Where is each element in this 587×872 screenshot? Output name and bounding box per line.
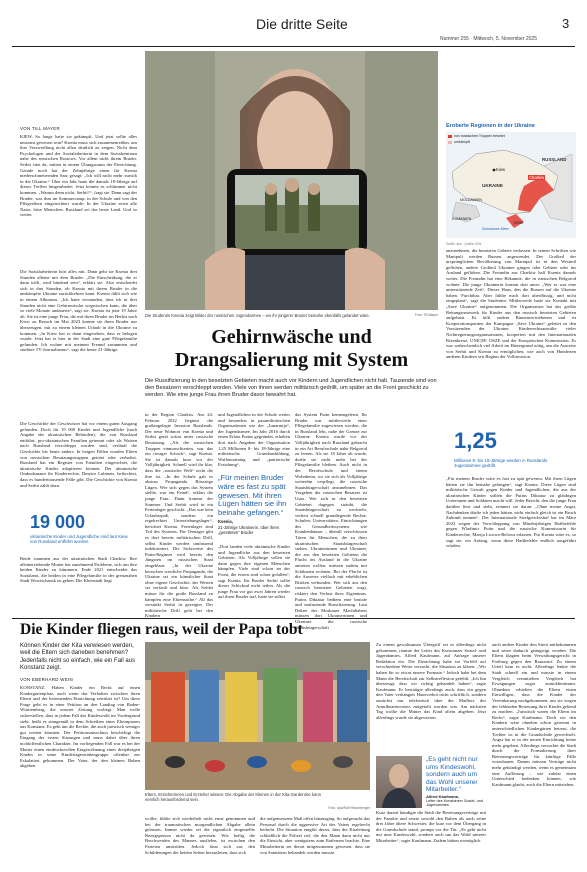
second-col4-a: Zu einem gewaltsamen Übergriff sei es allerdings nicht gekommen, räumte der Leiter des Konstanzer Sozial- und Jugendamtes, Alfred Kaufmann, auf Anfrage unserer Redaktion ein. Die Einrichtung habe im Vorfeld auf verschiedene Weise versucht, die Situation zu klären. „Wir haben für so etwas unsere Formate.“ Jedoch habe bei dem Mann die Bereitschaft zur Selbstreflexion gefehlt. „Ich bin überzeugt, dass wir richtig gehandelt haben“, sagte Kaufmann. Er bestätigte allerdings auch, dass ein gegen den Vater verhängtes Hausverbot nicht schriftlich, sondern zunächst nur telefonisch über die Mailbox des Anrufbeantworters mitgeteilt worden war. Am nächsten Tag wollte die Mutter das Kind allein abgeben. Jetzt allerdings wurde sie abgewiesen.	[376, 642, 486, 720]
pullquote-desc: 21-Jährige Ukrainerin, über ihren „geretteten“ Bruder	[218, 525, 280, 535]
section-title: Die dritte Seite	[256, 16, 348, 32]
photo-illustration	[145, 51, 438, 310]
stat-19000-value: 19 000	[30, 512, 86, 532]
stat-19000-label: ukrainische Kinder und Jugendliche sind laut Kiew von Russland entführt worden.	[30, 534, 128, 545]
masthead-rule	[12, 46, 575, 47]
map-title: Eroberte Regionen in der Ukraine	[446, 123, 535, 129]
main-pullquote	[218, 474, 290, 542]
map-credit: Grafik: dpa · Quelle: ISW	[446, 242, 482, 246]
map-label-ukraine: UKRAINE	[482, 183, 503, 188]
main-photo-caption: Die Studentin Ksenia zeigt Bilder der russischen Jugendarmee – wo ihr jüngerer Bruder beinahe ebenfalls gelandet wäre.	[145, 313, 370, 318]
second-author: VON EBERHARD WEIN	[20, 677, 73, 682]
main-col1-end: Beide stammen aus der ukrainischen Stadt Charkiw. Ihre alleinerziehende Mutter hat zunehmend Probleme, sich um ihre beiden Kinder zu kümmern. Ende 2021 entscheidet das Sozialamt, die beiden in eine Pflegefamilie in der grenznahen Stadt Wowtschansk zu geben. Die Kleinstadt liegt	[20, 556, 137, 584]
second-pullquote-text: „Es geht nicht nur ums Kindeswohl, sondern auch um das Wohl unserer Mitarbeiter.“	[426, 756, 478, 794]
legend-occupied-swatch	[448, 135, 452, 138]
story-divider	[12, 618, 575, 619]
map-label-russland: RUSSLAND	[542, 157, 567, 162]
map-label-rumaenien: RUMÄNIEN	[452, 217, 472, 221]
map-label-charkiw: Charkiw	[529, 175, 545, 180]
kita-photo-illustration	[145, 642, 370, 790]
main-photo	[145, 51, 438, 310]
main-col1-bottom: Die Geschichte der Geschwister hat vor einem guten Ausgang gefunden. Doch für 19 000 Kinder und Jugendliche (nach Angabe der ukrainischen Behörden), die von Russland entführt, pro-ukrainischen Familien getrennt oder als Waisen nach Russland verschleppt worden sind, verläuft die Geschichte bis heute anders. In beigen Fällen wurden Eltern von russischen Besatzungstruppen getötet oder verhaftet. Russland hat ein Register von Familien eingerichtet, die ukrainische Kinder adoptieren können. Der ukrainische Ombudsmann für Kinderrechte, Dmytro Lubinets, befürchtet, dass es hunderttausende Fälle gibt. Die Geschichte von Ksenia und Serhii zählt dazu.	[20, 421, 137, 488]
stat-box-125	[446, 428, 576, 472]
main-headline: Gehirnwäsche und Drangsalierung mit System	[174, 326, 409, 371]
second-col2: wollte, fühlte sich wiederholt nicht ernst genommen und bei der traumatischen morgendlichen Abgabe allein gelassen. Immer wieder sei die eigentlich eingestellte Bezugsperson nicht da gewesen. Wie heftig die Beschwerden des Mannes ausfielen, ist zwischen den Parteien umstritten. Jedoch lässt sich aus den Schilderungen der beiden Seiten herauslesen, dass sich	[145, 816, 255, 855]
masthead	[12, 14, 575, 44]
stat-125-label: Millionen 8- bis 18-Jährige werden in Russlands Jugendarmee gedrillt.	[454, 458, 548, 469]
map-label-krim: KRIM	[514, 221, 523, 225]
main-col5: anzunehmen, die besetzten Gebiete verlassen. In seinen Schriften wie Manipuli werden Russen angewendet. Der Großteil der ursprünglichen Bevölkerung von Mariupol ist in den Westteil geflohen, andere Großteil Ukrainer gingen oder Gebiete oder ins Ausland geflohen. Die Freundin aus Charkiw half Ksenia damals weiter. Die Freundin hat eine Bekannte, die in russischen Belgorod wohnte. Die junge Ukrainerin kommt dort unter. „Wer es war eine unterstützende Zeit“, Dieser Haus, den die Russen auf die Ukraine haben. Furchtbar. Aber fühlte mich dort uberflüssig, und nicht eingeplant“, sagt die Studentin. Mittlerweile hatte sie Kontakt mit „Save Ukraine“ aufgenommen. Die Organisation hat das größte Rettungsnetzwerk für Kinder aus den russisch besetzten Gebieten aufgebaut. Es hilft zudem Binnenvertriebenen und ist Kooperationspartner der Kampagne „Save Ukraine“ geleitet zu den Vorsitzenden der Ukraine, Kinderrechtsanwälte vieler Nichtregierungsorganisationen, kooperiert mit den Internationalen Rotenkreuz, UNICEF, OSZE und der Europäischen Kommission. Es war wahrscheinlich viel Arbeit im Hintergrund nötig, um die Ausreise von Serhii und Ksenia zu ermöglichen, wie auch von Hunderten anderen Kindern seit Beginn der Vollinvasion.	[446, 248, 576, 360]
second-pullquote-name: Alfred Kaufmann,	[426, 794, 460, 799]
second-headline: Die Kinder fliegen raus, weil der Papa tobt	[20, 621, 303, 638]
main-col3-b: „Dort landen viele ukrainische Kinder und Jugendliche aus den besetzten Gebieten. Als Volljährige sollen sie dann gegen ihre eigenen Menschen kämpfen. Viele sind schon an der Front, die ersten sind schon gefallen“, sagt Ksenia. Ihr Bruder Serhii sollte dieses Schicksal nicht teilen. Als die junge Frau vor gut zwei Jahren wieder auf ihren Bruder traf, hatte sie selbst	[218, 544, 290, 600]
kita-photo-caption: Eltern, Erzieherinnen und Erzieher wissen: Die Abgabe der Kleinen in der Kita-Garderobe kann nervlich herausfordernd sein.	[145, 792, 321, 802]
map-label-schwarzes-meer: Schwarzes Meer	[482, 227, 509, 231]
main-col5-b: „Für meinen Bruder wäre es fast zu spät gewesen. Mit ihren Lügen hätten sie ihn beinahe gefangen“, sagt Ksenia. Diese Lügen sind militärische Gewalt gegen Kinder und Jugendlichen, die aus der ukrainischen Kinder sollten die Putins Diktatur zu gläubigen Untertanen und Soldaten macht will. Jeder Bericht, den die junge Frau darüber liest und sieht, erinnert sie daran: „Ohne meine Angst, Nachdenken dürfte ich jeden hätten, nicht einfach gleich ist ein Bruch Zukunft nennen“. Der Internationale Strafgerichtshof hat im März 2023 wegen der Verschleppung von Minderjährigen Haftbefehle gegen Wladimir Putin und die russische Kommissarin für Kinderrechte, Marija Lwowa-Belowa erlassen. Für Ksenia wäre es, so sagt sie, ein Anfang, wenn diese Haftbefehle endlich ausgeführt würden.	[446, 476, 576, 549]
main-col1-mid: Die Sozialarbeiterin hört alles mit. Dann geht sie Ksenia drei Stunden alleine mit dem Bruder. „Die Entscheidung, die er dann trifft, wird bindend sein“, erklärt sie. Also entscheidet sich in drei Stunden, ob Ksenia mit ihrem Bruder in die umkämpfte Ukraine zurückkehren kann. Ksenia fühlt sich wie in einem Albtraum. „Ich hatte verstanden, dass ich in drei Stunden nicht eine Gehirnwäsche wegwischen kann, die über so viele Monate andauerte“, sagt sie. Ksenia ist jetzt 19 Jahre alt. Sie ist eine junge Frau, die mit ihren Bruder im Herbst nach Kiew zu Besuch im Mai 2023 konnte sie ihren Bruder nur überzeugen, mit zu einem kleinen Urlaub in die Ukraine zu kommen. „In Kiew hat er dann eingesehen, dass er belogen wurde. Jetzt hat er hier in der Stadt eine gute Pflegefamilie gefunden. Ich wohne mit meinem Freund zusammen und studiere TV-Journalismus“, sagt die heute 21-Jährige.	[20, 269, 137, 353]
main-dek: Die Russifizierung in den besetzten Gebieten macht auch vor Kindern und Jugendlichen nicht halt. Tausende sind von den Besatzern verschleppt worden. Viele von ihnen werden militärisch gedrillt, um später an die Front geschickt zu werden. Wie eine junge Frau ihren Bruder davor bewahrt hat.	[145, 378, 437, 398]
stat-125-value: 1,25	[454, 428, 497, 453]
kaufmann-portrait	[376, 756, 422, 808]
main-col3: und Jugendlichen in der Schule weiter und besonders in paramilitärischen Organisationen wie der „Junarmija“, der Jugendarmee. Im Jahr 2016 durch einen Erlass Putins gegründet, erhalten dort nach Angaben der Organisation 1,25 Millionen 8- bis 18-Jährige eine militärische Grundausbildung, Waffentraining und „patriotische Erziehung“.	[218, 412, 290, 468]
main-author: VON TILL MAYER	[20, 126, 60, 131]
map-label-kiew: Kiew	[496, 167, 506, 172]
map-legend-sub: umkämpft	[454, 140, 470, 144]
second-dek: Können Kinder der Kita verwiesen werden, weil die Eltern sich daneben benehmen? Jedenfalls nicht so einfach, wie ein Fall aus Konstanz zeigt.	[20, 643, 136, 672]
issue-info: Nummer 255 · Mittwoch, 5. November 2025	[440, 36, 537, 42]
legend-contested-swatch	[448, 141, 452, 144]
second-pullquote	[376, 756, 486, 808]
second-col5: auch andere Kinder den Streit mitbekommen und seien dadurch geängstigt worden. Die Eltern klagten beim Verwaltungsgericht in Freiburg gegen den Rauswurf. Zu einem Urteil kam es nicht. Allerdings lenkte die Stadt schnell ein und musste in einem Vergleich vermittelten Vergleich hat Erwägungen sogar zurückbestimmt. Ohnedem erhielten die Eltern einen Einwilligen, dass die Kinder der Vereinbarung nachgekommen, um sie wegen der fehlenden Betreuung ihrer Kinder geltend zu machen. „Juristisch waren die Eltern im Recht“, sagte Kaufmann. Doch vor den Kindern wäre ohnehin schon getrennt in unterschiedlichen Kindergärten betreut, die Tochter ist in die Grundschule gewechselt. Angst hat er in der neuen Einrichtung keine mehr gegeben. Allerdings versuchte die Stadt durch die Formulierung ihrer Betreuungsverträge für künftige Fälle vorzubauen. Damm müssen Verträge nicht mehr gekündigt werden, wenn es gemeinsam eine Auflösung – wie zuletzt einen Unterschied bedenken können, wie Kaufmann glaubt, auch die Eltern mitziehen.	[492, 642, 576, 787]
kita-photo	[145, 642, 370, 790]
main-photo-credit: Foto: Till Mayer	[414, 313, 438, 317]
second-col1: KONSTANZ. Haben Kinder ein Recht auf einen Kindergartenplatz, auch wenn das Verhalten zwischen ihren Eltern und der betreuenden Einrichtung zerrüttet ist? Um diese Frage geht es in einer Petition an den Landtag von Baden-Württemberg, die unserer Zeitung vorliegt. Man wolle sicherstellen, dass in jedem Fall das Kindeswohl im Vordergrund steht, heißt es sinngemäß in dem Schreiben eines Elternpaares aus Konstanz. Es geht um die Rechte, die auch juristisch weniger gut weiten könnten. Der Petitionsausschuss beschäftigt die Eingang der ersten Sitzungen und muss dabei über ihren nichtöffentlichen Charakter. Im vorliegenden Fall war es bei der Mutter einen eindrucksvollen Eingewöhnung eines dreijährigen Kindes in seine Kindertagesstättengruppe offenbar zur Eskalation gekommen. Der Vater, der den kleinen Buben abgeben	[20, 685, 140, 769]
stat-box-19000	[20, 510, 137, 552]
page-number: 3	[562, 16, 570, 31]
second-pullquote-desc: Leiter des Konstanzer Sozial- und Jugendamtes	[426, 799, 483, 808]
main-col1-top: KIEW. So lange hatte sie gekämpft. Und jetzt sollte alles umsonst gewesen sein? Ksenia muss sich zusammenreißen, um ihre Verzweiflung nicht allzu deutlich zu zeigen. Nicht dem Psychologen und der Sozialarbeiterin in dem Sozialzentrum nahe des russischen Rostows. Vor allem nicht ihrem Bruder. Serhii sitzt da, mitten in einem Übungsraum der Einrichtung. Gerade noch hat der Zehnjährige einen für Ksenia niederschmetternden Satz gesagt: „Ich will nicht mehr zurück in die Ukraine.“ Über ein Jahr hatte die damals 18-Jährige auf dieses Treffen hingearbeitet. Jetzt könnte es schlimmer nicht kommen. „Warum denn nicht, Serhii?“, fragt sie. Dann sagt der Bruder, was ihm im Sommercamp, in der Schule und von den Pflegeeltern eingetrichtert wurde: In der Ukraine seien alle Nazis, böse Menschen. Russland sei das beste Land. Und so weiter.	[20, 134, 137, 218]
main-col2: in der Region Charkiw. Am 24. Februar 2022 beginnt die großangelegte Invasion Russlands. Der neue Wohnort von Ksenia und Serhii gerät sofort unter russische Besatzung. „Als die russischen Truppen einmarschierten, war das ein riesiger Schock“, sagt Ksenia. Sie ist damals kurz vor der Volljährigkeit. Schnell wird ihr klar, dass die „russische Welt“ nicht die ihre ist. „In der Schule gab es abstrus Propaganda. Bösartige Lügen. Wer sich gegen das System stellte, war ein Feind“, erklärt die junge Frau. Dann kommt der Sommer. Und Serhii wird in ein Ferienlager geschickt. „Das war kein Urlaubsspaß, sondern ein regelrechtes Umerziehungslager“, berichtet Ksenia. Ferienlager sind Teil des Systems. Für Teenager gibt es dort bereits militärischen Drill, selbst Kinder werden umfassend indoktriniert. Die Sichtweise des Putin-Regimes wird bereits den Jüngsten im russischen Staat eingeblaut: „In der Ukraine herrschen westliche Propaganda, die Ukraine sei ein künstlicher Staat ohne eigene Geschichte, der Westen sei verfault und böse. Als Soldat müsse für die große Russland zu kämpfen eine Ehrensache.“ All das verstärkt Serhii in gezeigter. Der militärische Drill geht bei den Kindern	[145, 412, 213, 619]
second-col4-b: Kurz darauf kündigte die Stadt die Betreuungsverträge mit der Familie und setzte sowohl den Buben als auch seine drei Jahre ältere Schwester, die kurz vor dem Übergang in die Grundschule stand, prompt vor die Tür. „Es geht nicht nur ums Kindeswohl, sondern auch um das Wohl unserer Mitarbeiter“, sagte Kaufmann. Zudem hätten womöglich	[376, 810, 486, 843]
map-legend: von russischen Truppen besetzt	[454, 134, 505, 138]
pullquote-name: Ksenia,	[218, 519, 233, 524]
portrait-illustration	[376, 756, 422, 808]
map-label-moldawien: MOLDAWIEN	[460, 198, 483, 202]
pullquote-text: „Für meinen Bruder wäre es fast zu spät gewesen. Mit ihren Lügen hätten sie ihn beinahe gefangen.“	[218, 473, 287, 518]
map-graphic	[446, 132, 576, 238]
second-col3: die aufgemessene Maß offen hinausging. So aufgesucht das Personal durch die aggressive Art des Vaters regelrecht bedroht. Die Situation entglitt derart, dass die Kitaleitung schließlich die Polizei rief, die den Mann dann nicht nur die Einsicht, aber wenigstens zum Entfernen brachte. Eine Mitarbeiterin sei derart mitgenommen gewesen, dass sie von Sanitätern behandelt werden musste.	[260, 816, 370, 855]
main-col4: das System Putin kennengelernt. Ihr Bruder war mittlerweile einer Pflegefamilie zugewiesen worden, die in Russland lebt, nahe der Grenze zur Ukraine. Ksenia wurde vor der Volljährigkeit nach Russland gebracht in ein Art Berufsschule nahe Belgorod zu lernen. Als sie 18 Jahre alt wurde, durfte sie nicht mehr bei der Pflegefamilie bleiben. Auch nicht in der Berufsschule und einem Wohnheim, wo sie sich als Volljährige weiterhin verpflegt, die russische Staatsbürgerschaft anzunehmen. Das Vorgehen der russischen Besatzer ist Usus. Wer sich in den besetzten Gebieten dagegen sträubt, die Staatsbürgerschaft zu wechseln, verliert schnell grundlegende Rechte. Schulen, Universitäten, Einrichtungen des Gesundheitssystems wie Krankenhäuser – überall verschlossen Türen für Menschen, die zu ihrer ukrainischen Staatsbürgerschaft stehen. Ukrainerinnen und Ukrainer, die aus den besetzten Gebieten die Flucht ins Ausland in die Ukraine antreten wollen, müssen zudem mit Schikanen rechnen. Bei der Flucht ist die Ausreise vielfach mit erheblichen Risiken verbunden. Wer sich aus den russisch besetzten Gebieten wagt, riskiert den Verlust ihres Eigentums. Putins Diktatur bedient eine brutale und umfassende Russifizierung. Laut Dekret des Moskauer Machthabers müssen dort Ukrainerinnen und Ukrainer die russische Staatsbürgerschaft	[295, 412, 367, 630]
map-box	[446, 123, 576, 241]
kita-photo-credit: Foto: dpa/Ralf Hirschberger	[328, 806, 370, 810]
